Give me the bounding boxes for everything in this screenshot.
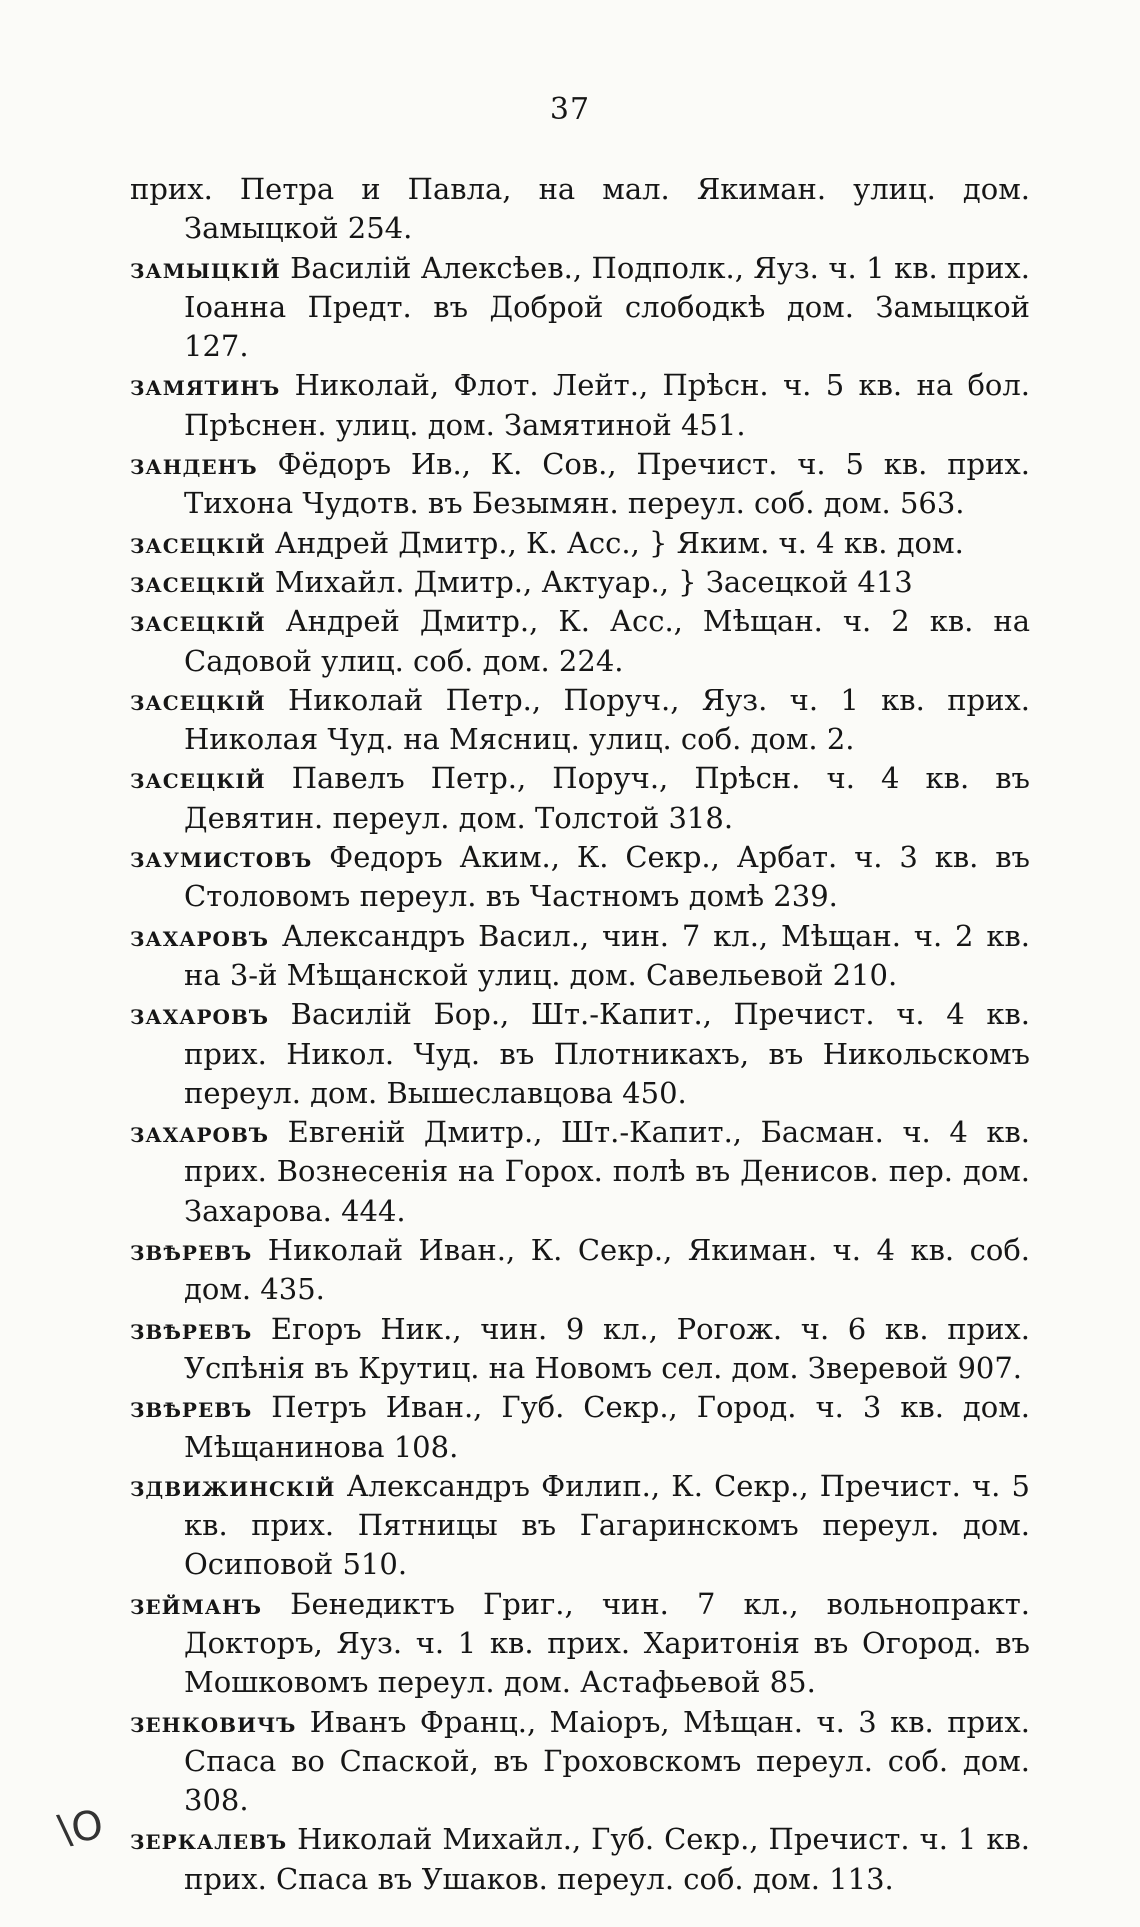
entry-surname: захаровъ bbox=[130, 1115, 270, 1150]
entry-surname: занденъ bbox=[130, 447, 258, 482]
directory-entry bbox=[130, 759, 1030, 838]
entry-surname: захаровъ bbox=[130, 918, 270, 953]
entry-text: Александръ Филип., К. Секр., Пречист. ч. 5 кв. прих. Пятницы въ Гагаринскомъ переул. дом. Осиповой 510. bbox=[184, 1468, 1030, 1582]
entry-text: Федоръ Аким., К. Секр., Арбат. ч. 3 кв. въ Столовомъ переул. въ Частномъ домѣ 239. bbox=[184, 840, 1031, 914]
directory-entry bbox=[130, 445, 1030, 524]
directory-entries bbox=[130, 170, 1030, 1899]
entry-surname: звѣревъ bbox=[130, 1233, 253, 1268]
entry-surname: захаровъ bbox=[130, 997, 270, 1032]
entry-text: Фёдоръ Ив., К. Сов., Пречист. ч. 5 кв. прих. Тихона Чудотв. въ Безымян. переул. соб. дом. 563. bbox=[184, 447, 1030, 521]
entry-surname: засецкій bbox=[130, 761, 266, 796]
directory-entry bbox=[130, 249, 1030, 367]
directory-entry bbox=[130, 1388, 1030, 1467]
directory-entry bbox=[130, 1467, 1030, 1585]
entry-surname: засецкій bbox=[130, 682, 266, 717]
entry-surname: зеркалевъ bbox=[130, 1822, 288, 1857]
entry-text: Александръ Васил., чин. 7 кл., Мѣщан. ч. 2 кв. на 3-й Мѣщанской улиц. дом. Савельевой 210. bbox=[184, 918, 1030, 992]
margin-handwritten-note: \О bbox=[55, 1802, 106, 1854]
entry-surname: замятинъ bbox=[130, 368, 281, 403]
directory-entry bbox=[130, 1820, 1030, 1899]
entry-surname: засецкій bbox=[130, 525, 266, 560]
entry-text: Егоръ Ник., чин. 9 кл., Рогож. ч. 6 кв. прих. Успѣнія въ Крутиц. на Новомъ сел. дом. Зверевой 907. bbox=[184, 1311, 1030, 1385]
directory-entry bbox=[130, 995, 1030, 1113]
entry-surname: зенковичъ bbox=[130, 1704, 297, 1739]
directory-entry bbox=[130, 1310, 1030, 1389]
directory-entry bbox=[130, 1703, 1030, 1821]
entry-surname: засецкій bbox=[130, 604, 266, 639]
directory-entry bbox=[130, 170, 1030, 249]
entry-surname: заумистовъ bbox=[130, 840, 313, 875]
directory-entry bbox=[130, 524, 1030, 563]
entry-text: Михайл. Дмитр., Актуар., } Засецкой 413 bbox=[274, 564, 913, 599]
entry-surname: здвижинскій bbox=[130, 1468, 336, 1503]
directory-entry bbox=[130, 917, 1030, 996]
entry-surname: замыцкій bbox=[130, 250, 281, 285]
page-number: 37 bbox=[549, 92, 591, 127]
entry-text: Николай, Флот. Лейт., Прѣсн. ч. 5 кв. на бол. Прѣснен. улиц. дом. Замятиной 451. bbox=[184, 368, 1030, 442]
directory-entry bbox=[130, 1113, 1030, 1231]
directory-entry bbox=[130, 1231, 1030, 1310]
entry-text: Николай Иван., К. Секр., Якиман. ч. 4 кв. соб. дом. 435. bbox=[184, 1233, 1031, 1307]
entry-text: Василій Алексѣев., Подполк., Яуз. ч. 1 кв. прих. Іоанна Предт. въ Доброй слободкѣ дом. Замыцкой 127. bbox=[184, 250, 1030, 364]
directory-entry bbox=[130, 366, 1030, 445]
entry-text: Андрей Дмитр., К. Асс., Мѣщан. ч. 2 кв. на Садовой улиц. соб. дом. 224. bbox=[184, 604, 1030, 678]
entry-text: Андрей Дмитр., К. Асс., } Яким. ч. 4 кв. дом. bbox=[274, 525, 964, 560]
entry-surname: зейманъ bbox=[130, 1586, 263, 1621]
entry-surname: звѣревъ bbox=[130, 1390, 253, 1425]
entry-text: Петръ Иван., Губ. Секр., Город. ч. 3 кв. дом. Мѣщанинова 108. bbox=[184, 1390, 1030, 1464]
entry-text: Иванъ Франц., Маіоръ, Мѣщан. ч. 3 кв. прих. Спаса во Спаской, въ Гроховскомъ переул. соб. дом. 308. bbox=[184, 1704, 1030, 1818]
entry-text: Бенедиктъ Григ., чин. 7 кл., вольнопракт. Докторъ, Яуз. ч. 1 кв. прих. Харитонія въ Огород. въ Мошковомъ переул. дом. Астафьевой 85. bbox=[184, 1586, 1031, 1700]
entry-text: Павелъ Петр., Поруч., Прѣсн. ч. 4 кв. въ Девятин. переул. дом. Толстой 318. bbox=[184, 761, 1030, 835]
directory-entry bbox=[130, 1585, 1030, 1703]
entry-surname: звѣревъ bbox=[130, 1311, 253, 1346]
directory-entry bbox=[130, 602, 1030, 681]
directory-entry bbox=[130, 838, 1030, 917]
entry-text: Василій Бор., Шт.-Капит., Пречист. ч. 4 кв. прих. Никол. Чуд. въ Плотникахъ, въ Никольскомъ переул. дом. Вышеславцова 450. bbox=[184, 997, 1030, 1110]
entry-surname: засецкій bbox=[130, 564, 266, 599]
entry-text: Николай Михайл., Губ. Секр., Пречист. ч. 1 кв. прих. Спаса въ Ушаков. переул. соб. дом. 113. bbox=[184, 1822, 1031, 1896]
directory-entry bbox=[130, 681, 1030, 760]
entry-text: Николай Петр., Поруч., Яуз. ч. 1 кв. прих. Николая Чуд. на Мясниц. улиц. соб. дом. 2. bbox=[184, 682, 1030, 757]
directory-entry bbox=[130, 563, 1030, 602]
entry-text: прих. Петра и Павла, на мал. Якиман. улиц. дом. Замыцкой 254. bbox=[130, 172, 1030, 246]
entry-text: Евгеній Дмитр., Шт.-Капит., Басман. ч. 4 кв. прих. Вознесенія на Горох. полѣ въ Денисов. пер. дом. Захарова. 444. bbox=[184, 1115, 1030, 1228]
